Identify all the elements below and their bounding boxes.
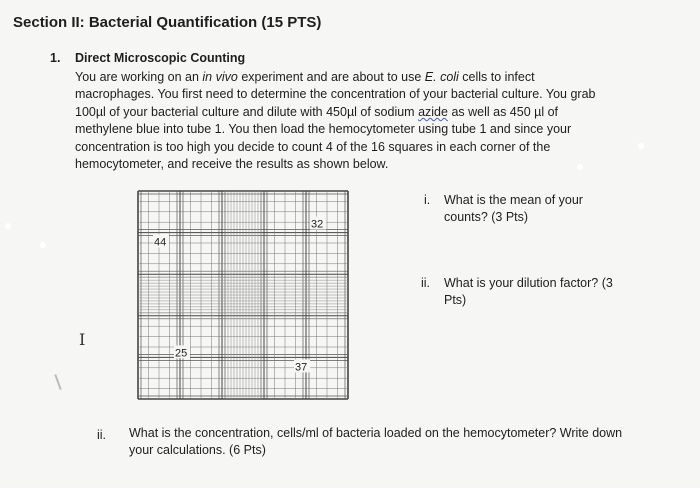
intro-text: experiment and are about to use [237,70,425,84]
count-label: 32 [311,218,324,231]
blur-dot [638,143,644,149]
intro-text: 100µl of your bacterial culture and dilute with 450µl of sodium [75,104,419,119]
subquestion-1-text: What is the mean of your counts? (3 Pts) [444,193,583,224]
question-intro [75,69,635,173]
subquestion-3-number: ii. [97,428,107,442]
intro-line-5: concentration is too high you decide to count 4 of the 16 squares in each corner of the [75,139,551,154]
subquestion-1-number: i. [424,193,431,207]
intro-line-1 [75,69,635,86]
blur-dot [40,242,46,248]
count-label: 25 [175,347,188,360]
intro-line-4: methylene blue into tube 1. You then load the hemocytometer using tube 1 and since your [75,122,572,137]
blur-dot [5,223,11,229]
question-number: 1. [50,51,61,65]
question-title: Direct Microscopic Counting [75,51,246,65]
intro-line-3 [75,104,635,121]
grid-lines [138,191,348,399]
intro-text: You are working on an [75,70,203,84]
count-label: 37 [295,361,308,374]
pen-stroke [54,374,61,390]
hemocytometer-grid [136,189,350,401]
intro-text: cells to infect [458,70,535,84]
subquestion-3-text: What is the concentration, cells/ml of bacteria loaded on the hemocytometer? Write down your calculations. (6 Pts) [129,426,623,457]
intro-italic: in vivo [202,70,238,84]
subquestion-2-number: ii. [421,276,431,290]
subquestion-2-text: What is your dilution factor? (3 Pts) [444,276,613,307]
blur-dot [577,164,583,170]
section-title: Section II: Bacterial Quantification (15 PTS) [13,14,322,31]
intro-text: as well as 450 µl of [447,104,559,119]
intro-italic: E. coli [424,70,459,84]
intro-line-6: hemocytometer, and receive the results as shown below. [75,157,389,172]
intro-line-2: macrophages. You first need to determine the concentration of your bacterial culture. You grab [75,87,596,102]
spellcheck-word: azide [418,104,448,119]
count-label: 44 [154,236,167,249]
text-cursor-icon: I [79,330,86,349]
